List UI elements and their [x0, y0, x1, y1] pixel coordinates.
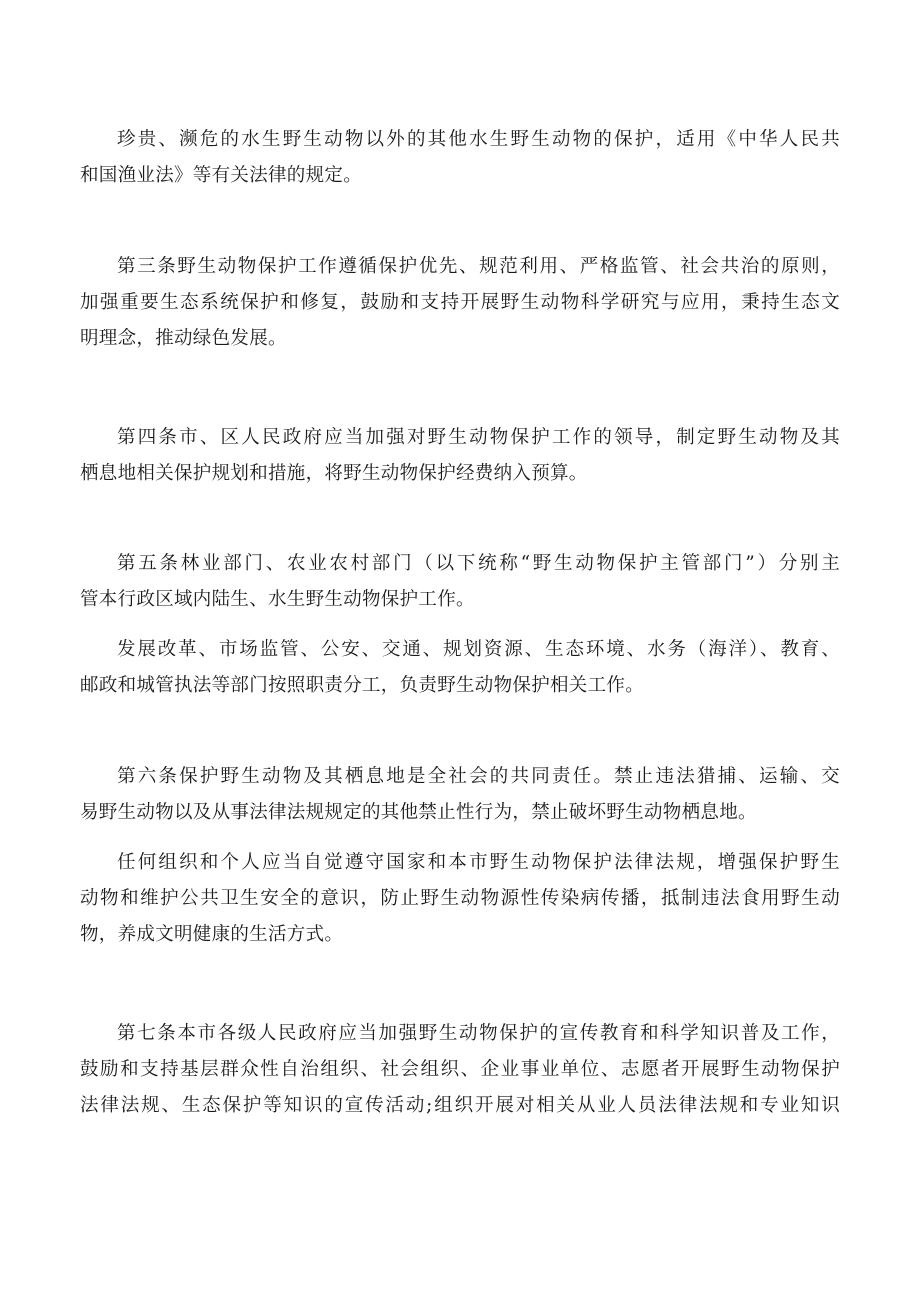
text-line: 管本行政区域内陆生、水生野生动物保护工作。 [80, 589, 475, 610]
paragraph-aquatic-wildlife-scope [80, 122, 840, 194]
text-line: 动物和维护公共卫生安全的意识，防止野生动物源性传染病传播，抵制违法食用野生动 [80, 888, 840, 909]
paragraph-article-4 [80, 420, 840, 492]
paragraph-article-5-continued [80, 632, 840, 704]
text-line: 任何组织和个人应当自觉遵守国家和本市野生动物保护法律法规，增强保护野生 [117, 852, 840, 873]
text-line: 第四条市、区人民政府应当加强对野生动物保护工作的领导，制定野生动物及其 [117, 427, 840, 448]
text-line: 明理念，推动绿色发展。 [80, 328, 287, 349]
text-line: 加强重要生态系统保护和修复，鼓励和支持开展野生动物科学研究与应用，秉持生态文 [80, 292, 840, 313]
text-line: 鼓励和支持基层群众性自治组织、社会组织、企业事业单位、志愿者开展野生动物保护 [80, 1059, 840, 1080]
text-line: 易野生动物以及从事法律法规规定的其他禁止性行为，禁止破坏野生动物栖息地。 [80, 802, 757, 823]
text-line: 第七条本市各级人民政府应当加强野生动物保护的宣传教育和科学知识普及工作， [117, 1023, 840, 1044]
text-line: 发展改革、市场监管、公安、交通、规划资源、生态环境、水务（海洋）、教育、 [117, 639, 840, 660]
paragraph-article-3 [80, 249, 840, 357]
paragraph-article-7 [80, 1016, 840, 1124]
paragraph-article-6-continued [80, 845, 840, 953]
paragraph-article-6 [80, 759, 840, 831]
text-line: 法律法规、生态保护等知识的宣传活动;组织开展对相关从业人员法律法规和专业知识 [80, 1095, 840, 1116]
paragraph-article-5 [80, 546, 840, 618]
text-line: 第三条野生动物保护工作遵循保护优先、规范利用、严格监管、社会共治的原则， [117, 256, 840, 277]
text-line: 栖息地相关保护规划和措施，将野生动物保护经费纳入预算。 [80, 463, 588, 484]
text-line: 和国渔业法》等有关法律的规定。 [80, 165, 363, 186]
text-line: 珍贵、濒危的水生野生动物以外的其他水生野生动物的保护，适用《中华人民共 [117, 129, 840, 150]
text-line: 第五条林业部门、农业农村部门（以下统称“野生动物保护主管部门”）分别主 [117, 553, 840, 574]
text-line: 第六条保护野生动物及其栖息地是全社会的共同责任。禁止违法猎捕、运输、交 [117, 766, 840, 787]
text-line: 物，养成文明健康的生活方式。 [80, 924, 344, 945]
text-line: 邮政和城管执法等部门按照职责分工，负责野生动物保护相关工作。 [80, 675, 645, 696]
